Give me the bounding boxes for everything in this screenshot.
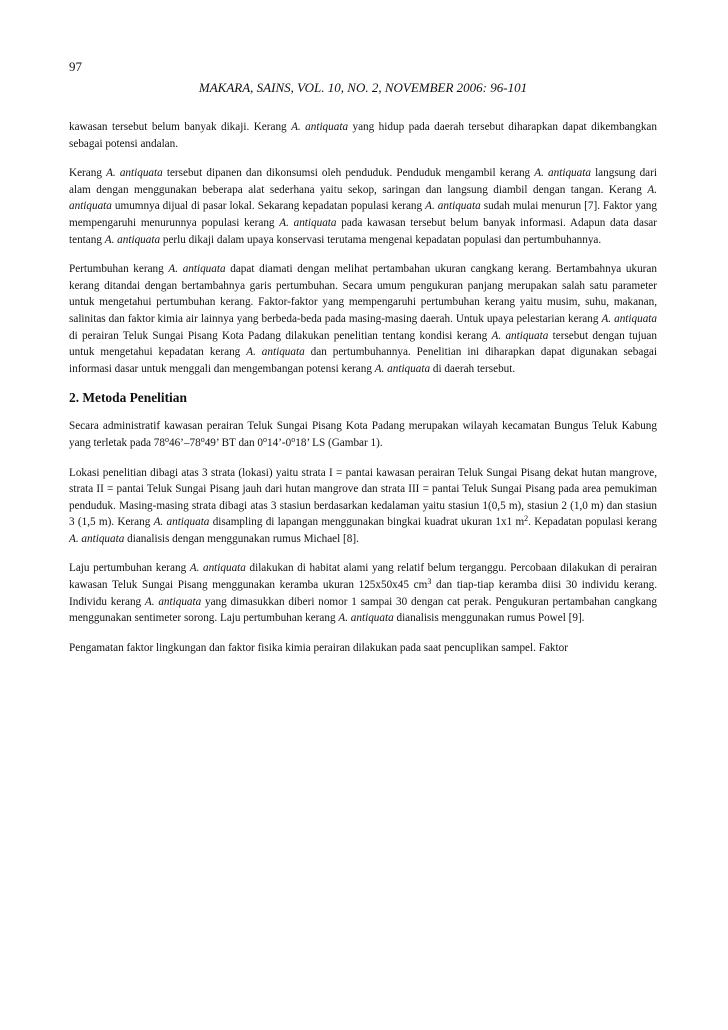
section-heading-metoda: 2. Metoda Penelitian xyxy=(69,390,187,406)
paragraph-4: Secara administratif kawasan perairan Teluk Sungai Pisang Kota Padang merupakan wilayah kecamatan Bungus Teluk Kabung yang terletak pada 78$^o$46’–78$^o$49’ BT dan 0$^o$14’-0$^o$18’ LS (Gambar 1). xyxy=(69,420,657,449)
paragraph-3: Pertumbuhan kerang A. antiquata dapat diamati dengan melihat pertambahan ukuran cangkang kerang. Bertambahnya ukuran kerang ditandai dengan bertambahnya garis pertumbuhan. Secara umum pengukuran panjang merupakan salah satu parameter untuk mengetahui pertumbuhan kerang. Faktor-faktor yang mempengaruhi pertumbuhan kerang yaitu musim, suhu, makanan, salinitas dan faktor kimia air lainnya yang berbeda-beda pada masing-masing daerah. Untuk upaya pelestarian kerang A. antiquata di perairan Teluk Sungai Pisang Kota Padang dilakukan penelitian tentang kondisi kerang A. antiquata tersebut dengan tujuan untuk mengetahui kepadatan kerang A. antiquata dan pertumbuhannya. Penelitian ini diharapkan dapat digunakan sebagai informasi dasar untuk menggali dan mengembangan potensi kerang A. antiquata di daerah tersebut. xyxy=(69,263,657,375)
running-header: MAKARA, SAINS, VOL. 10, NO. 2, NOVEMBER 2006: 96-101 xyxy=(198,80,528,95)
article-body xyxy=(69,119,657,669)
paragraph-6: Laju pertumbuhan kerang A. antiquata dilakukan di habitat alami yang relatif belum terganggu. Percobaan dilakukan di perairan kawasan Teluk Sungai Pisang menggunakan keramba ukuran 125x50x45 $cm^3$ dan tiap-tiap keramba diisi 30 individu kerang. Individu kerang A. antiquata yang dimasukkan diberi nomor 1 sampai 30 dengan cat perak. Pengukuran pertambahan cangkang menggunakan sentimeter sorong. Laju pertumbuhan kerang A. antiquata dianalisis menggunakan rumus Powel [9]. xyxy=(69,562,657,625)
paragraph-2: Kerang A. antiquata tersebut dipanen dan dikonsumsi oleh penduduk. Penduduk mengambil kerang A. antiquata langsung dari alam dengan menggunakan beberapa alat sederhana yaitu sekop, saringan dan langsung diambil dengan tangan. Kerang A. antiquata umumnya dijual di pasar lokal. Sekarang kepadatan populasi kerang A. antiquata sudah mulai menurun [7]. Faktor yang mempengaruhi menurunnya populasi kerang A. antiquata pada kawasan tersebut belum banyak informasi. Adapun data dasar tentang A. antiquata perlu dikaji dalam upaya konservasi terutama mengenai kepadatan populasi dan pertumbuhannya. xyxy=(69,167,657,246)
paragraph-5: Lokasi penelitian dibagi atas 3 strata (lokasi) yaitu strata I = pantai kawasan perairan Teluk Sungai Pisang dekat hutan mangrove, strata II = pantai Teluk Sungai Pisang jauh dari hutan mangrove dan strata III = pantai Teluk Sungai Pisang pada area pemukiman penduduk. Masing-masing strata dibagi atas 3 stasiun berdasarkan kedalaman yaitu stasiun 1(0,5 m), stasiun 2 (1,0 m) dan stasiun 3 (1,5 m). Kerang A. antiquata disampling di lapangan menggunakan bingkai kuadrat ukuran 1x1 $m^2$. Kepadatan populasi kerang A. antiquata dianalisis dengan menggunakan rumus Michael [8]. xyxy=(69,466,657,545)
paragraph-7: Pengamatan faktor lingkungan dan faktor fisika kimia perairan dilakukan pada saat pencuplikan sampel. Faktor xyxy=(69,641,568,654)
page-number: 97 xyxy=(69,59,82,74)
paragraph-1: kawasan tersebut belum banyak dikaji. Kerang A. antiquata yang hidup pada daerah tersebut diharapkan dapat dikembangkan sebagai potensi andalan. xyxy=(69,121,657,150)
